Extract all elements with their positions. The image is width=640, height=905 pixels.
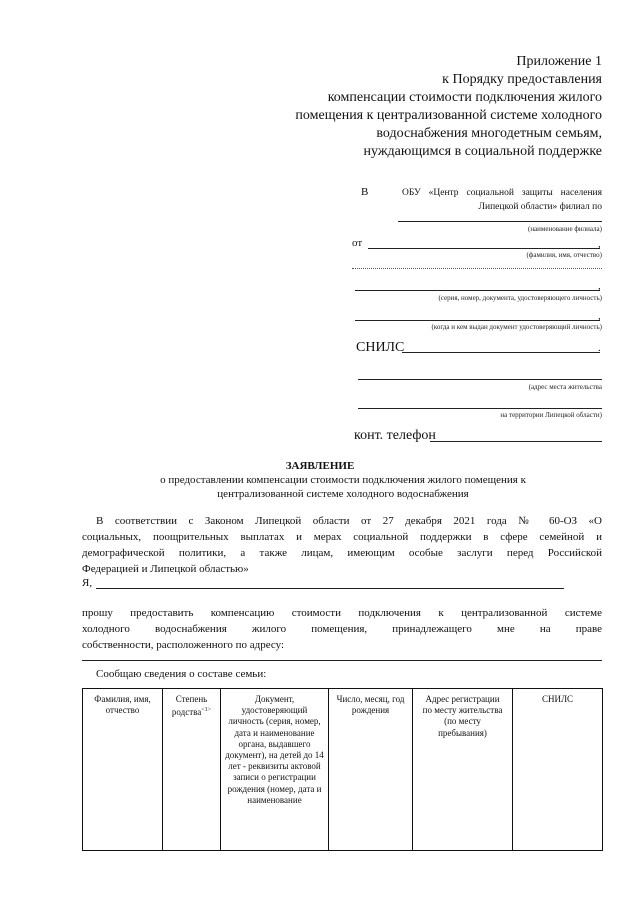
from-prefix: от xyxy=(352,237,363,249)
statement-subtitle-2: централизованной системе холодного водоснабжения xyxy=(217,488,469,500)
header-address: Адрес регистрации по месту жительства (по месту пребывания) xyxy=(413,689,513,851)
header-line-5: водоснабжения многодетным семьям, xyxy=(376,126,602,141)
territory-caption: на территории Липецкой области) xyxy=(500,411,602,419)
family-table xyxy=(82,688,603,851)
statement-title: ЗАЯВЛЕНИЕ xyxy=(285,460,355,472)
para2-line-2: холодного водоснабжения жилого помещения, принадлежащего мне на праве xyxy=(82,623,602,635)
branch-caption: (наименование филиала) xyxy=(527,225,602,233)
header-birth-date: Число, месяц, год рождения xyxy=(329,689,413,851)
table-header-row xyxy=(83,689,603,851)
header-snils: СНИЛС xyxy=(513,689,603,851)
ya-label: Я, xyxy=(82,577,93,589)
statement-subtitle-1: о предоставлении компенсации стоимости подключения жилого помещения к xyxy=(160,474,526,486)
fio-field-line[interactable] xyxy=(368,248,600,249)
header-fio: Фамилия, имя, отчество xyxy=(83,689,163,851)
territory-field-line[interactable] xyxy=(358,408,602,409)
header-line-3: компенсации стоимости подключения жилого xyxy=(327,90,602,105)
header-relation: Степень родства$^{<1>}$ xyxy=(163,689,221,851)
snils-field-line[interactable] xyxy=(402,352,600,353)
footnote-mark: <1> xyxy=(201,707,212,714)
branch-field-line[interactable] xyxy=(398,221,602,222)
issued-caption: (когда и кем выдан документ удостоверяющий личность) xyxy=(431,323,602,331)
para1-line-4: Федерацией и Липецкой областью» xyxy=(82,563,249,575)
doc-field-line[interactable] xyxy=(355,290,600,291)
para1-line-3: демографической политики, а также лицам, имеющим особые заслуги перед Российской xyxy=(82,547,602,559)
snils-label: СНИЛС xyxy=(356,340,405,355)
property-address-line[interactable] xyxy=(82,660,602,661)
to-prefix: В xyxy=(361,186,369,198)
para1-line-2: социальных, поощрительных выплатах и мерах социальной поддержки в сфере семейной и xyxy=(82,531,602,543)
address-caption: (адрес места жительства xyxy=(528,383,602,391)
header-line-2: к Порядку предоставления xyxy=(442,72,602,87)
extra-line[interactable] xyxy=(352,268,602,269)
para1-line-1: В соответствии с Законом Липецкой области от 27 декабря 2021 года № 60-ОЗ «О xyxy=(96,515,602,527)
para2-line-3: собственности, расположенного по адресу: xyxy=(82,639,285,651)
family-intro: Сообщаю сведения о составе семьи: xyxy=(96,668,267,680)
fio-caption: (фамилия, имя, отчество) xyxy=(526,251,602,259)
org-line-1: ОБУ «Центр социальной защиты населения xyxy=(402,188,602,198)
applicant-name-line[interactable] xyxy=(96,588,564,589)
doc-caption: (серия, номер, документа, удостоверяющего личность) xyxy=(438,294,602,302)
phone-label: конт. телефон xyxy=(354,428,436,443)
para2-line-1: прошу предоставить компенсацию стоимости подключения к централизованной системе xyxy=(82,607,602,619)
org-line-2: Липецкой области» филиал по xyxy=(478,202,602,212)
address-field-line[interactable] xyxy=(358,379,602,380)
header-line-6: нуждающимся в социальной поддержке xyxy=(363,144,602,159)
document-page: Приложение 1 к Порядку предоставления компенсации стоимости подключения жилого помещения к централизованной системе холодного водоснабжения многодетным семьям, нуждающимся в социальной поддержке В ОБУ «Центр социальной защиты населения Липецкой области» филиал по (наименование филиала) от , (фамилия, имя, отчество) , (серия, номер, документа, удостоверяющего личность) , (когда и кем выдан документ удостоверяющий личность) СНИЛС . (адрес места жительства на территории Липецкой области) конт. телефон ЗАЯВЛЕНИЕ о предоставлении компенсации стоимости подключения жилого помещения к централизованной системе холодного водоснабжения В соответствии с Законом Липецкой области от 27 декабря 2021 года № 60-ОЗ «О социальных, поощрительных выплатах и мерах социальной поддержки в сфере семейной и демографической политики, а также лицам, имеющим особые заслуги перед Российской Федерацией и Липецкой областью» Я, прошу предоставить компенсацию стоимости подключения к централизованной системе холодного водоснабжения жилого помещения, принадлежащего мне на праве собственности, расположенного по адресу: Сообщаю сведения о составе семьи: Фамилия, имя, отчество Степень родства$^{<1>}$ Документ, удостоверяющий личность (серия, номер, дата и наименование органа, выдавшего документ), на детей до 14 лет - реквизиты актовой записи о регистрации рождения (номер, дата и наименование Число, месяц, год рождения Адрес регистрации по месту жительства (по месту пребывания) СНИЛС xyxy=(0,0,640,905)
issued-field-line[interactable] xyxy=(355,320,600,321)
header-line-1: Приложение 1 xyxy=(516,54,602,69)
header-document: Документ, удостоверяющий личность (серия, номер, дата и наименование органа, выдавшего документ), на детей до 14 лет - реквизиты актовой записи о регистрации рождения (номер, дата и наименование xyxy=(221,689,329,851)
phone-field-line[interactable] xyxy=(430,441,602,442)
header-line-4: помещения к централизованной системе холодного xyxy=(295,108,602,123)
